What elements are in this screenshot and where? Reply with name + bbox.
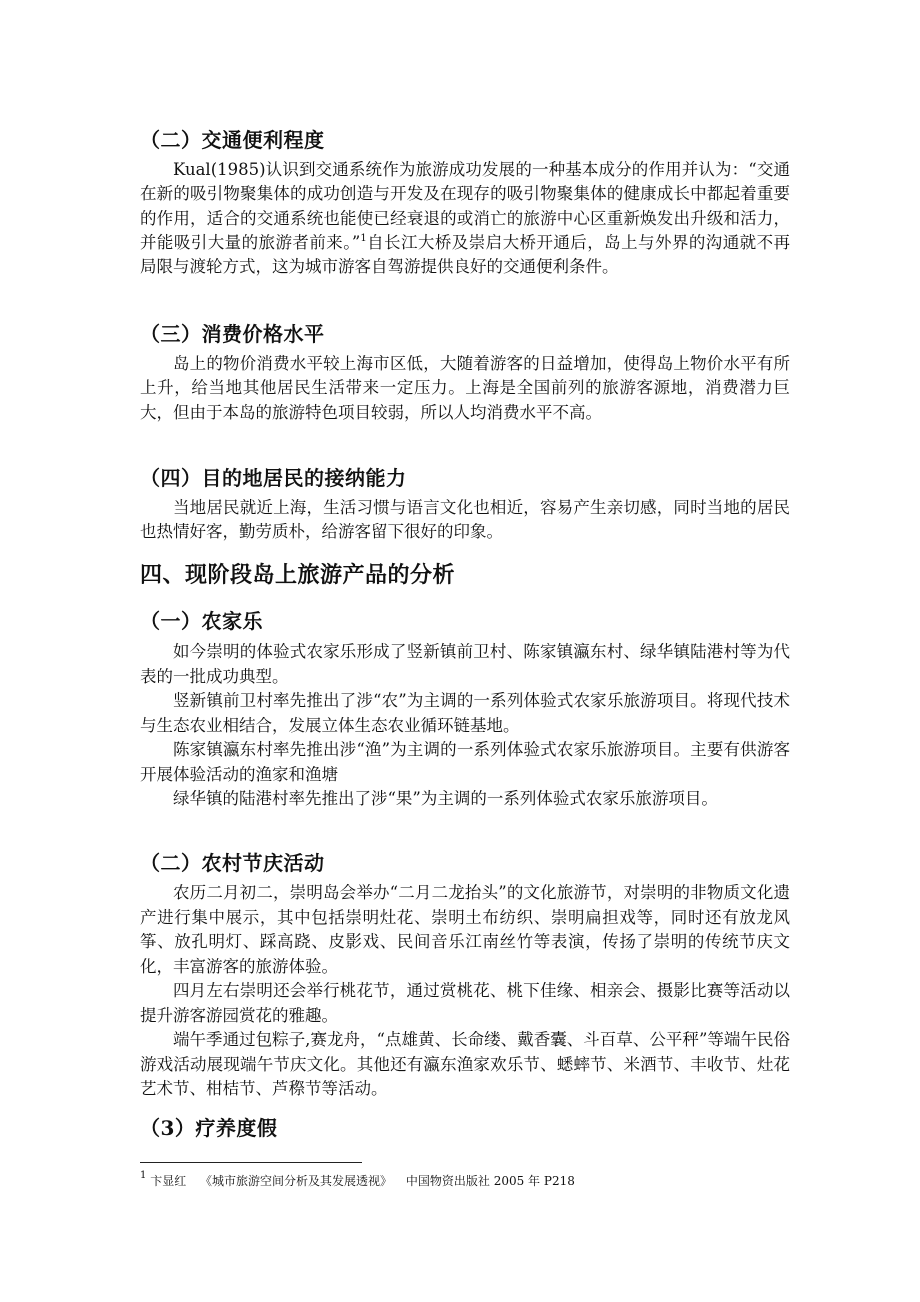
paragraph-transport [140,158,790,279]
section-heading-agritourism: （一）农家乐 [140,609,263,633]
paragraph-transport-text-cont: 自长江大桥及崇启大桥开通后，岛上与外界的沟通就不再局限与渡轮方式，这为城市游客自驾游提供良好的交通便利条件。 [140,232,791,277]
footnote-publisher: 中国物资出版社 2005 年 P218 [405,1174,575,1188]
section-heading-transport: （二）交通便利程度 [140,128,325,152]
paragraph-transport-text: Kual(1985)认识到交通系统作为旅游成功发展的一种基本成分的作用并认为：“交通在新的吸引物聚集体的成功创造与开发及在现存的吸引物聚集体的健康成长中都起着重要的作用，适合的交通系统也能使已经衰退的或消亡的旅游中心区重新焕发出升级和活力，并能吸引大量的旅游者前来。” [140,160,790,252]
section-heading-price: （三）消费价格水平 [140,322,325,346]
paragraph-festivals-3: 端午季通过包粽子,赛龙舟，“点雄黄、长命缕、戴香囊、斗百草、公平秤”等端午民俗游戏活动展现端午节庆文化。其他还有瀛东渔家欢乐节、蟋蟀节、米酒节、丰收节、灶花艺术节、柑桔节、芦穄节等活动。 [140,1030,790,1098]
paragraph-festivals-2: 四月左右崇明还会举行桃花节，通过赏桃花、桃下佳缘、相亲会、摄影比赛等活动以提升游客游园赏花的雅趣。 [140,981,790,1025]
paragraph-agritourism-2: 竖新镇前卫村率先推出了涉“农”为主调的一系列体验式农家乐旅游项目。将现代技术与生态农业相结合，发展立体生态农业循环链基地。 [140,691,790,735]
footnote [140,1172,585,1189]
footnote-book: 《城市旅游空间分析及其发展透视》 [200,1174,393,1188]
paragraph-festivals-1: 农历二月初二，崇明岛会举办“二月二龙抬头”的文化旅游节，对崇明的非物质文化遗产进行集中展示，其中包括崇明灶花、崇明土布纺织、崇明扁担戏等，同时还有放龙风筝、放孔明灯、踩高跷、皮影戏、民间音乐江南丝竹等表演，传扬了崇明的传统节庆文化，丰富游客的旅游体验。 [140,883,790,976]
section-heading-festivals: （二）农村节庆活动 [140,851,325,875]
section-heading-resort: （3）疗养度假 [140,1116,278,1140]
footnote-reference[interactable]: 1 [360,232,367,244]
paragraph-agritourism-4: 绿华镇的陆港村率先推出了涉“果”为主调的一系列体验式农家乐旅游项目。 [173,789,718,808]
chapter-heading: 四、现阶段岛上旅游产品的分析 [140,562,456,588]
paragraph-agritourism-3: 陈家镇瀛东村率先推出涉“渔”为主调的一系列体验式农家乐旅游项目。主要有供游客开展体验活动的渔家和渔塘 [140,740,790,784]
paragraph-price: 岛上的物价消费水平较上海市区低，大随着游客的日益增加，使得岛上物价水平有所上升，给当地其他居民生活带来一定压力。上海是全国前列的旅游客源地，消费潜力巨大，但由于本岛的旅游特色项目较弱，所以人均消费水平不高。 [140,354,790,422]
footnote-author: 卞显红 [150,1174,187,1188]
paragraph-agritourism-1: 如今崇明的体验式农家乐形成了竖新镇前卫村、陈家镇瀛东村、绿华镇陆港村等为代表的一批成功典型。 [140,642,790,686]
paragraph-residents: 当地居民就近上海，生活习惯与语言文化也相近，容易产生亲切感，同时当地的居民也热情好客，勤劳质朴，给游客留下很好的印象。 [140,498,790,542]
section-heading-residents: （四）目的地居民的接纳能力 [140,466,407,490]
footnote-number: 1 [140,1170,147,1181]
footnote-separator [140,1162,362,1163]
